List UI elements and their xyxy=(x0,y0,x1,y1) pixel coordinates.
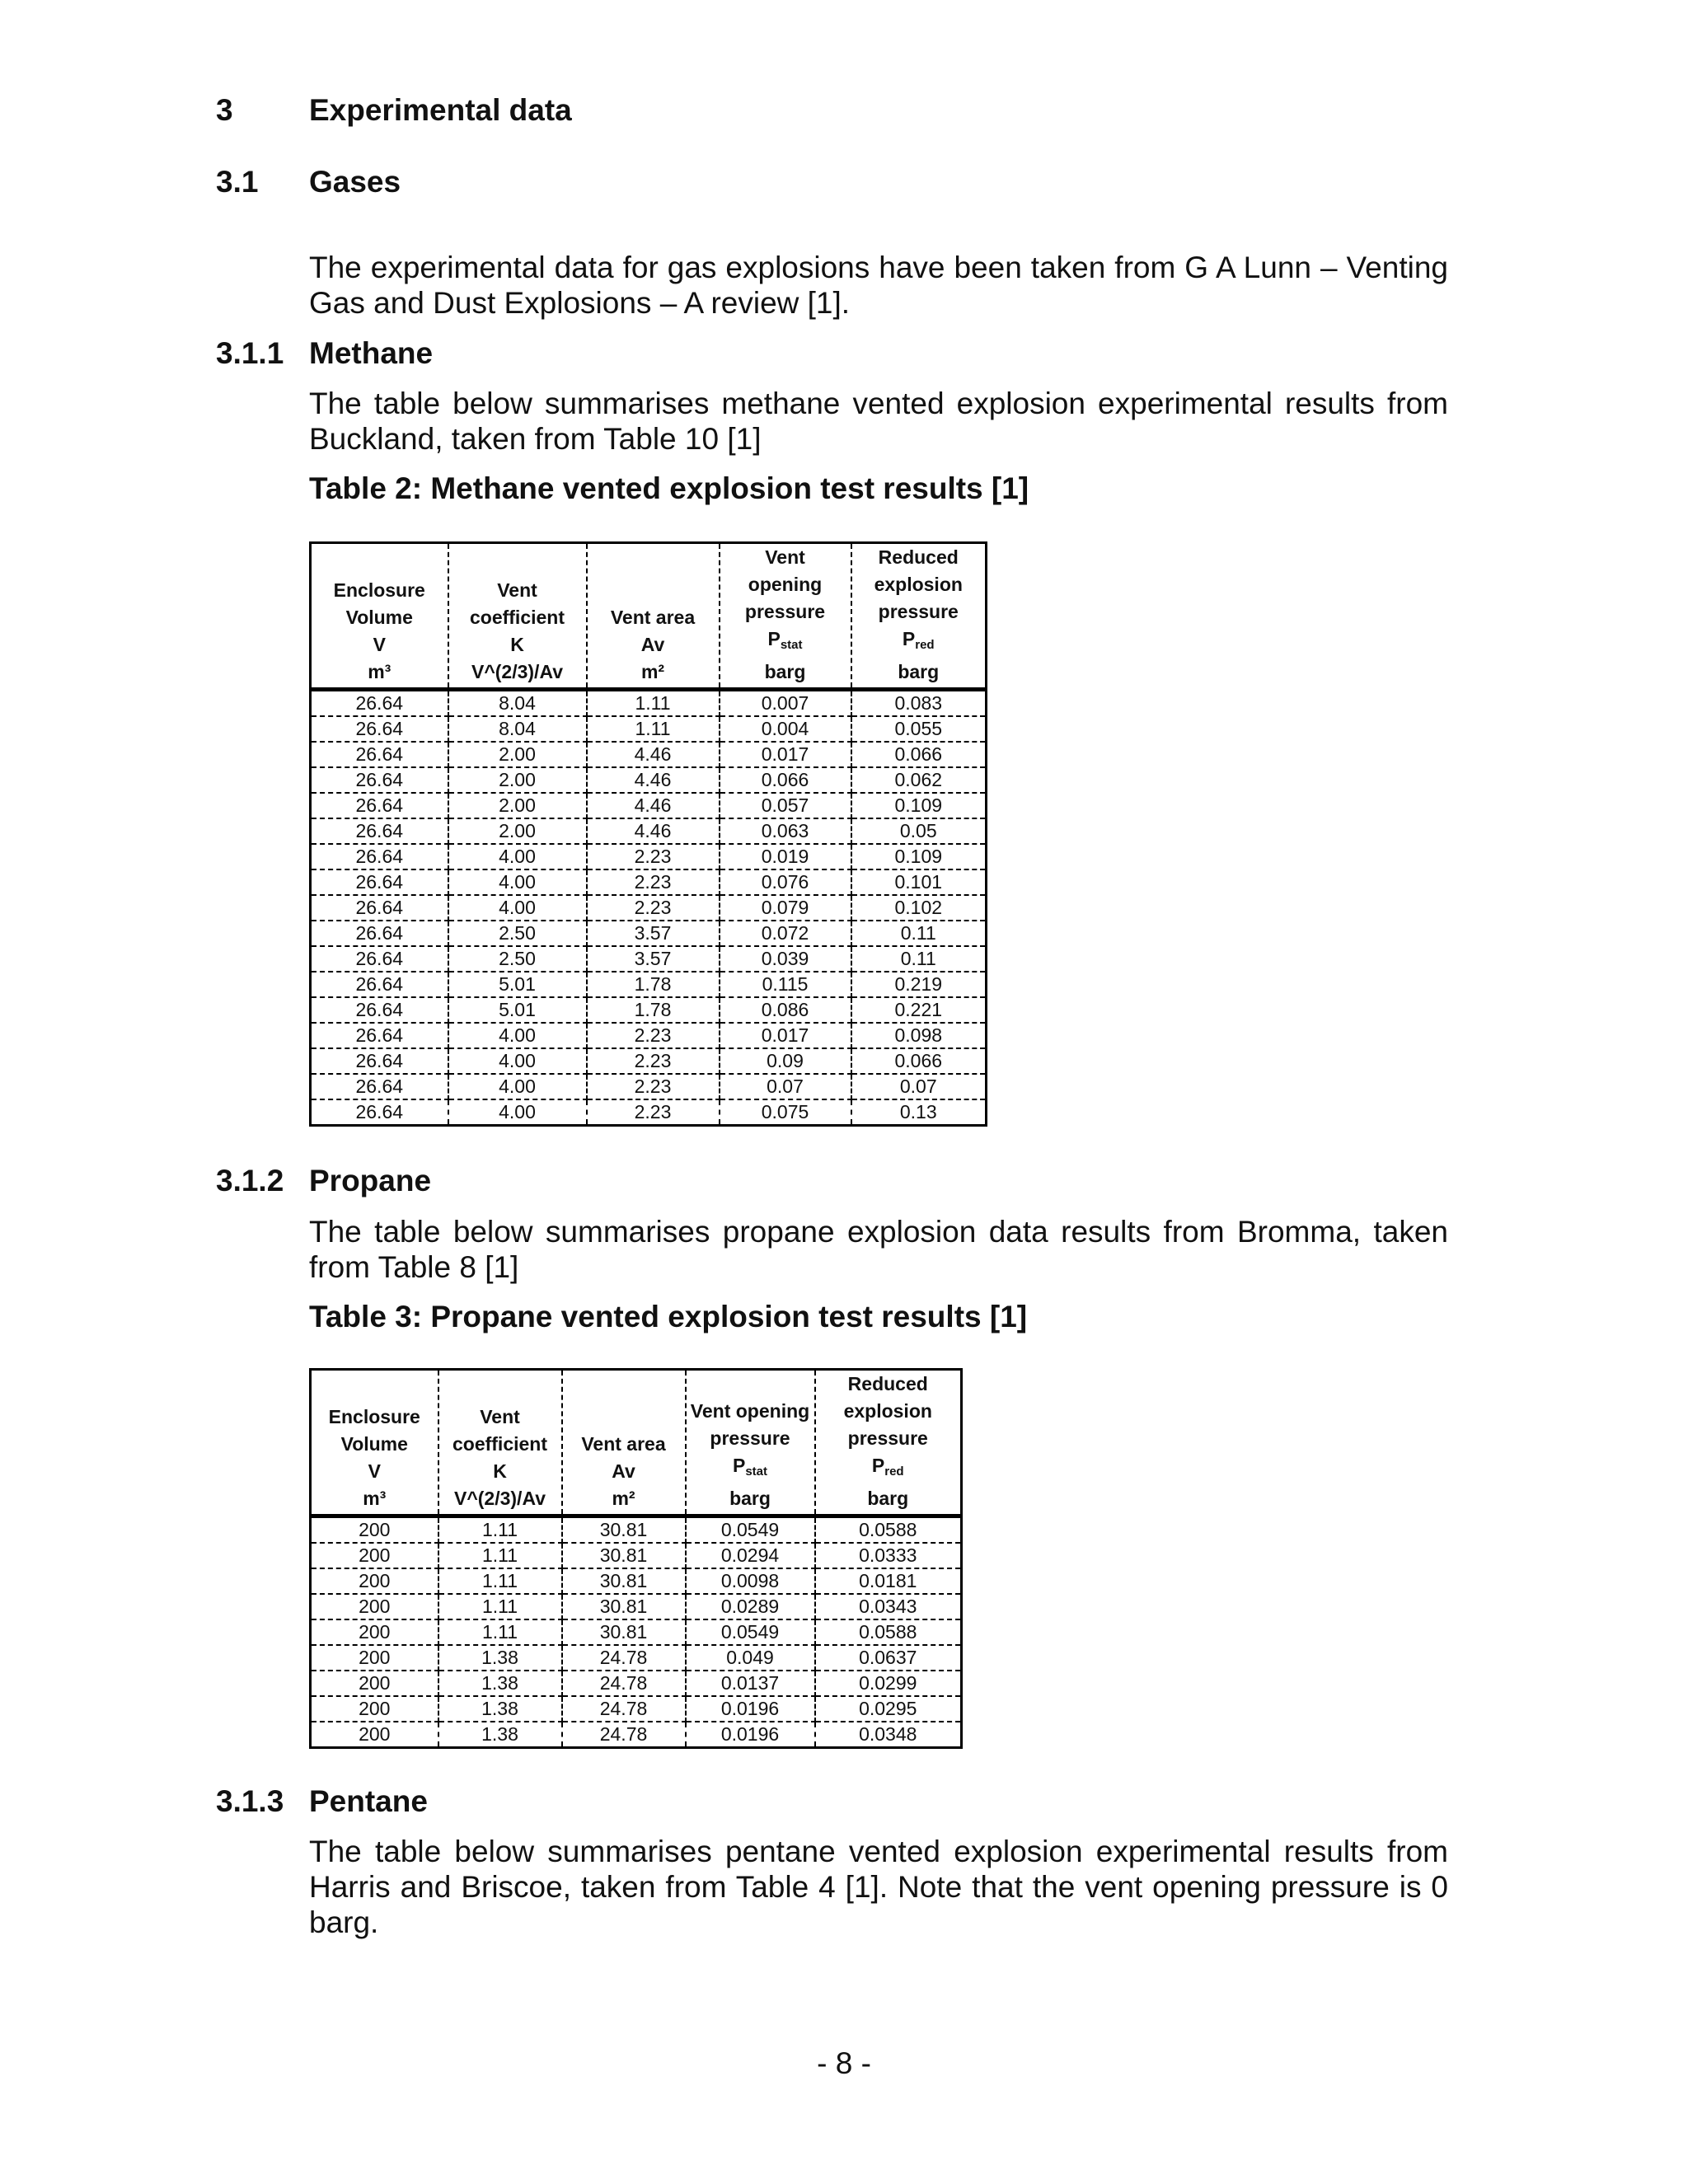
table-cell: 200 xyxy=(311,1568,438,1594)
table-cell: 0.0348 xyxy=(815,1722,962,1748)
table-cell: 0.017 xyxy=(720,742,851,767)
header-unit: V^(2/3)/Av xyxy=(471,661,563,682)
table-cell: 24.78 xyxy=(562,1671,686,1696)
table-cell: 26.64 xyxy=(311,972,448,997)
table-cell: 1.38 xyxy=(438,1645,562,1671)
header-unit: m³ xyxy=(363,1488,387,1509)
table-cell: 200 xyxy=(311,1594,438,1619)
table-cell: 1.11 xyxy=(438,1516,562,1544)
header-line: explosion xyxy=(843,1400,932,1422)
header-line: Volume xyxy=(345,607,413,628)
table-cell: 0.039 xyxy=(720,946,851,972)
table-row xyxy=(311,1568,962,1594)
table-cell: 1.11 xyxy=(438,1568,562,1594)
table-row xyxy=(311,997,987,1023)
header-line: Vent area xyxy=(581,1433,666,1455)
pentane-heading-title: Pentane xyxy=(309,1784,428,1818)
table-cell: 30.81 xyxy=(562,1543,686,1568)
table-row xyxy=(311,921,987,946)
table-row xyxy=(311,690,987,717)
header-unit: barg xyxy=(729,1488,771,1509)
table-cell: 0.0637 xyxy=(815,1645,962,1671)
table-cell: 1.11 xyxy=(438,1619,562,1645)
methane-column-header xyxy=(448,543,587,690)
table-cell: 0.11 xyxy=(851,946,987,972)
table-cell: 2.00 xyxy=(448,818,587,844)
table-cell: 26.64 xyxy=(311,997,448,1023)
table-cell: 30.81 xyxy=(562,1594,686,1619)
section-number: 3 xyxy=(216,93,233,127)
methane-column-header xyxy=(311,543,448,690)
table-cell: 1.78 xyxy=(587,997,720,1023)
propane-results-table xyxy=(309,1368,963,1749)
pentane-paragraph: The table below summarises pentane vented explosion experimental results from Harris and Briscoe, taken from Table 4 [1]. Note that the vent opening pressure is 0 barg. xyxy=(309,1835,1448,1939)
table-cell: 0.049 xyxy=(686,1645,815,1671)
table-cell: 2.23 xyxy=(587,869,720,895)
table-cell: 8.04 xyxy=(448,716,587,742)
header-line: pressure xyxy=(710,1427,790,1449)
table-cell: 1.38 xyxy=(438,1722,562,1748)
header-line: Vent opening xyxy=(690,1400,810,1422)
methane-column-header xyxy=(720,543,851,690)
propane-column-header xyxy=(562,1370,686,1516)
table-cell: 1.11 xyxy=(438,1543,562,1568)
propane-heading-number: 3.1.2 xyxy=(216,1164,284,1197)
table-cell: 24.78 xyxy=(562,1645,686,1671)
table-row xyxy=(311,1543,962,1568)
table-cell: 0.072 xyxy=(720,921,851,946)
header-symbol: K xyxy=(510,634,524,655)
table-cell: 0.0295 xyxy=(815,1696,962,1722)
table-cell: 0.0137 xyxy=(686,1671,815,1696)
subsection-number: 3.1 xyxy=(216,165,259,199)
table-cell: 0.0343 xyxy=(815,1594,962,1619)
table-cell: 2.23 xyxy=(587,1099,720,1126)
header-line: opening xyxy=(748,574,823,595)
table-cell: 3.57 xyxy=(587,946,720,972)
table-cell: 0.017 xyxy=(720,1023,851,1048)
header-subscript: red xyxy=(884,1465,904,1479)
table-cell: 0.066 xyxy=(851,1048,987,1074)
header-line: Vent xyxy=(765,546,805,568)
table-cell: 4.46 xyxy=(587,767,720,793)
table-cell: 26.64 xyxy=(311,716,448,742)
header-line: Enclosure xyxy=(333,579,425,601)
propane-column-header xyxy=(815,1370,962,1516)
table-cell: 0.079 xyxy=(720,895,851,921)
table-cell: 0.098 xyxy=(851,1023,987,1048)
table-cell: 4.00 xyxy=(448,1099,587,1126)
header-line: Vent xyxy=(480,1406,520,1427)
page-number: - 8 - xyxy=(817,2046,871,2080)
table-cell: 0.0333 xyxy=(815,1543,962,1568)
methane-paragraph: The table below summarises methane vented explosion experimental results from Buckland, taken from Table 10 [1] xyxy=(309,387,1448,456)
header-subscript: stat xyxy=(745,1465,768,1479)
table-row xyxy=(311,1671,962,1696)
table-cell: 5.01 xyxy=(448,972,587,997)
table-row xyxy=(311,1516,962,1544)
header-line: Vent xyxy=(497,579,537,601)
table-cell: 0.0588 xyxy=(815,1516,962,1544)
table-cell: 0.115 xyxy=(720,972,851,997)
table-cell: 4.00 xyxy=(448,1023,587,1048)
table-cell: 26.64 xyxy=(311,1048,448,1074)
table-cell: 2.23 xyxy=(587,1074,720,1099)
header-symbol: P xyxy=(732,1455,746,1476)
header-line: pressure xyxy=(847,1427,928,1449)
table-cell: 4.00 xyxy=(448,869,587,895)
header-line: Reduced xyxy=(878,546,959,568)
table-cell: 26.64 xyxy=(311,946,448,972)
table-cell: 0.055 xyxy=(851,716,987,742)
table-cell: 2.00 xyxy=(448,742,587,767)
table-row xyxy=(311,1645,962,1671)
table-cell: 0.0294 xyxy=(686,1543,815,1568)
table-cell: 0.066 xyxy=(720,767,851,793)
table-cell: 0.075 xyxy=(720,1099,851,1126)
table-cell: 0.11 xyxy=(851,921,987,946)
table-cell: 1.38 xyxy=(438,1696,562,1722)
table-cell: 30.81 xyxy=(562,1516,686,1544)
table-cell: 0.109 xyxy=(851,844,987,869)
table-row xyxy=(311,1594,962,1619)
header-unit: barg xyxy=(764,661,806,682)
table-row xyxy=(311,869,987,895)
header-symbol: V xyxy=(368,1460,381,1482)
methane-table-caption: Table 2: Methane vented explosion test results [1] xyxy=(309,471,1029,505)
header-symbol: P xyxy=(902,628,916,649)
table-cell: 0.07 xyxy=(851,1074,987,1099)
header-symbol: K xyxy=(493,1460,507,1482)
table-cell: 0.0098 xyxy=(686,1568,815,1594)
table-cell: 2.50 xyxy=(448,946,587,972)
table-cell: 1.11 xyxy=(438,1594,562,1619)
table-cell: 0.004 xyxy=(720,716,851,742)
table-row xyxy=(311,716,987,742)
table-cell: 0.086 xyxy=(720,997,851,1023)
table-cell: 0.09 xyxy=(720,1048,851,1074)
table-cell: 2.23 xyxy=(587,1023,720,1048)
table-cell: 200 xyxy=(311,1619,438,1645)
propane-heading-title: Propane xyxy=(309,1164,432,1197)
header-symbol: Av xyxy=(640,634,665,655)
table-cell: 4.46 xyxy=(587,818,720,844)
table-cell: 26.64 xyxy=(311,1023,448,1048)
header-unit: m² xyxy=(612,1488,635,1509)
table-cell: 0.057 xyxy=(720,793,851,818)
table-cell: 0.007 xyxy=(720,690,851,717)
propane-column-header xyxy=(686,1370,815,1516)
header-line: Volume xyxy=(340,1433,408,1455)
table-cell: 26.64 xyxy=(311,818,448,844)
table-cell: 0.0299 xyxy=(815,1671,962,1696)
table-cell: 0.0196 xyxy=(686,1722,815,1748)
table-cell: 5.01 xyxy=(448,997,587,1023)
table-cell: 8.04 xyxy=(448,690,587,717)
table-cell: 0.083 xyxy=(851,690,987,717)
table-cell: 2.50 xyxy=(448,921,587,946)
table-cell: 4.00 xyxy=(448,1048,587,1074)
table-cell: 4.46 xyxy=(587,742,720,767)
table-cell: 4.00 xyxy=(448,895,587,921)
table-cell: 2.00 xyxy=(448,793,587,818)
table-row xyxy=(311,818,987,844)
methane-column-header xyxy=(587,543,720,690)
table-cell: 0.066 xyxy=(851,742,987,767)
table-cell: 0.0588 xyxy=(815,1619,962,1645)
table-cell: 26.64 xyxy=(311,844,448,869)
header-unit: m² xyxy=(640,661,665,682)
header-symbol: V xyxy=(373,634,386,655)
subsection-title: Gases xyxy=(309,165,401,199)
table-row xyxy=(311,742,987,767)
header-subscript: red xyxy=(915,638,935,652)
table-cell: 2.23 xyxy=(587,1048,720,1074)
table-cell: 0.102 xyxy=(851,895,987,921)
table-row xyxy=(311,972,987,997)
header-line xyxy=(589,577,717,604)
header-symbol: P xyxy=(767,628,781,649)
table-cell: 24.78 xyxy=(562,1696,686,1722)
table-cell: 0.219 xyxy=(851,972,987,997)
table-cell: 1.78 xyxy=(587,972,720,997)
header-subscript: stat xyxy=(780,638,803,652)
header-line: explosion xyxy=(874,574,963,595)
table-row xyxy=(311,1722,962,1748)
table-cell: 0.101 xyxy=(851,869,987,895)
table-cell: 0.13 xyxy=(851,1099,987,1126)
table-cell: 24.78 xyxy=(562,1722,686,1748)
table-row xyxy=(311,767,987,793)
propane-column-header xyxy=(311,1370,438,1516)
table-cell: 4.00 xyxy=(448,844,587,869)
table-cell: 200 xyxy=(311,1645,438,1671)
methane-results-table xyxy=(309,541,987,1127)
header-line xyxy=(565,1404,683,1431)
header-line: pressure xyxy=(878,601,959,622)
table-cell: 0.07 xyxy=(720,1074,851,1099)
table-cell: 0.109 xyxy=(851,793,987,818)
table-row xyxy=(311,1023,987,1048)
table-row xyxy=(311,1619,962,1645)
table-row xyxy=(311,895,987,921)
table-cell: 0.221 xyxy=(851,997,987,1023)
table-cell: 0.0549 xyxy=(686,1619,815,1645)
header-line: pressure xyxy=(744,601,826,622)
table-cell: 1.11 xyxy=(587,690,720,717)
table-cell: 1.11 xyxy=(587,716,720,742)
table-cell: 26.64 xyxy=(311,869,448,895)
header-symbol: Av xyxy=(612,1460,635,1482)
table-cell: 0.076 xyxy=(720,869,851,895)
table-row xyxy=(311,844,987,869)
header-unit: barg xyxy=(867,1488,909,1509)
header-unit: barg xyxy=(898,661,940,682)
table-row xyxy=(311,1696,962,1722)
table-cell: 200 xyxy=(311,1696,438,1722)
header-line: Reduced xyxy=(847,1373,928,1394)
table-cell: 1.38 xyxy=(438,1671,562,1696)
table-cell: 0.0196 xyxy=(686,1696,815,1722)
table-cell: 26.64 xyxy=(311,767,448,793)
table-cell: 0.063 xyxy=(720,818,851,844)
table-cell: 0.05 xyxy=(851,818,987,844)
propane-paragraph: The table below summarises propane explosion data results from Bromma, taken from Table 8 [1] xyxy=(309,1215,1448,1284)
table-cell: 0.0289 xyxy=(686,1594,815,1619)
table-cell: 2.23 xyxy=(587,844,720,869)
table-cell: 3.57 xyxy=(587,921,720,946)
table-cell: 0.062 xyxy=(851,767,987,793)
table-row xyxy=(311,1048,987,1074)
table-row xyxy=(311,793,987,818)
table-cell: 2.00 xyxy=(448,767,587,793)
table-cell: 26.64 xyxy=(311,742,448,767)
table-cell: 0.0181 xyxy=(815,1568,962,1594)
table-cell: 30.81 xyxy=(562,1568,686,1594)
table-cell: 4.46 xyxy=(587,793,720,818)
table-row xyxy=(311,946,987,972)
table-cell: 200 xyxy=(311,1671,438,1696)
methane-heading-number: 3.1.1 xyxy=(216,336,284,370)
table-cell: 200 xyxy=(311,1543,438,1568)
methane-column-header xyxy=(851,543,987,690)
table-cell: 0.0549 xyxy=(686,1516,815,1544)
methane-heading-title: Methane xyxy=(309,336,434,370)
table-cell: 26.64 xyxy=(311,921,448,946)
header-unit: m³ xyxy=(368,661,392,682)
table-cell: 26.64 xyxy=(311,793,448,818)
header-line: Vent area xyxy=(610,607,696,628)
table-cell: 30.81 xyxy=(562,1619,686,1645)
header-symbol: P xyxy=(871,1455,885,1476)
table-cell: 2.23 xyxy=(587,895,720,921)
propane-table-caption: Table 3: Propane vented explosion test results [1] xyxy=(309,1300,1028,1333)
header-line: coefficient xyxy=(469,607,565,628)
table-cell: 26.64 xyxy=(311,690,448,717)
table-cell: 0.019 xyxy=(720,844,851,869)
section-title: Experimental data xyxy=(309,93,572,127)
table-row xyxy=(311,1099,987,1126)
header-line: coefficient xyxy=(452,1433,548,1455)
table-cell: 26.64 xyxy=(311,1099,448,1126)
header-unit: V^(2/3)/Av xyxy=(453,1488,546,1509)
pentane-heading-number: 3.1.3 xyxy=(216,1784,284,1818)
table-cell: 4.00 xyxy=(448,1074,587,1099)
table-row xyxy=(311,1074,987,1099)
table-cell: 200 xyxy=(311,1722,438,1748)
propane-column-header xyxy=(438,1370,562,1516)
table-cell: 26.64 xyxy=(311,895,448,921)
table-cell: 200 xyxy=(311,1516,438,1544)
header-line: Enclosure xyxy=(328,1406,420,1427)
table-cell: 26.64 xyxy=(311,1074,448,1099)
intro-paragraph: The experimental data for gas explosions have been taken from G A Lunn – Venting Gas and Dust Explosions – A review [1]. xyxy=(309,251,1448,320)
